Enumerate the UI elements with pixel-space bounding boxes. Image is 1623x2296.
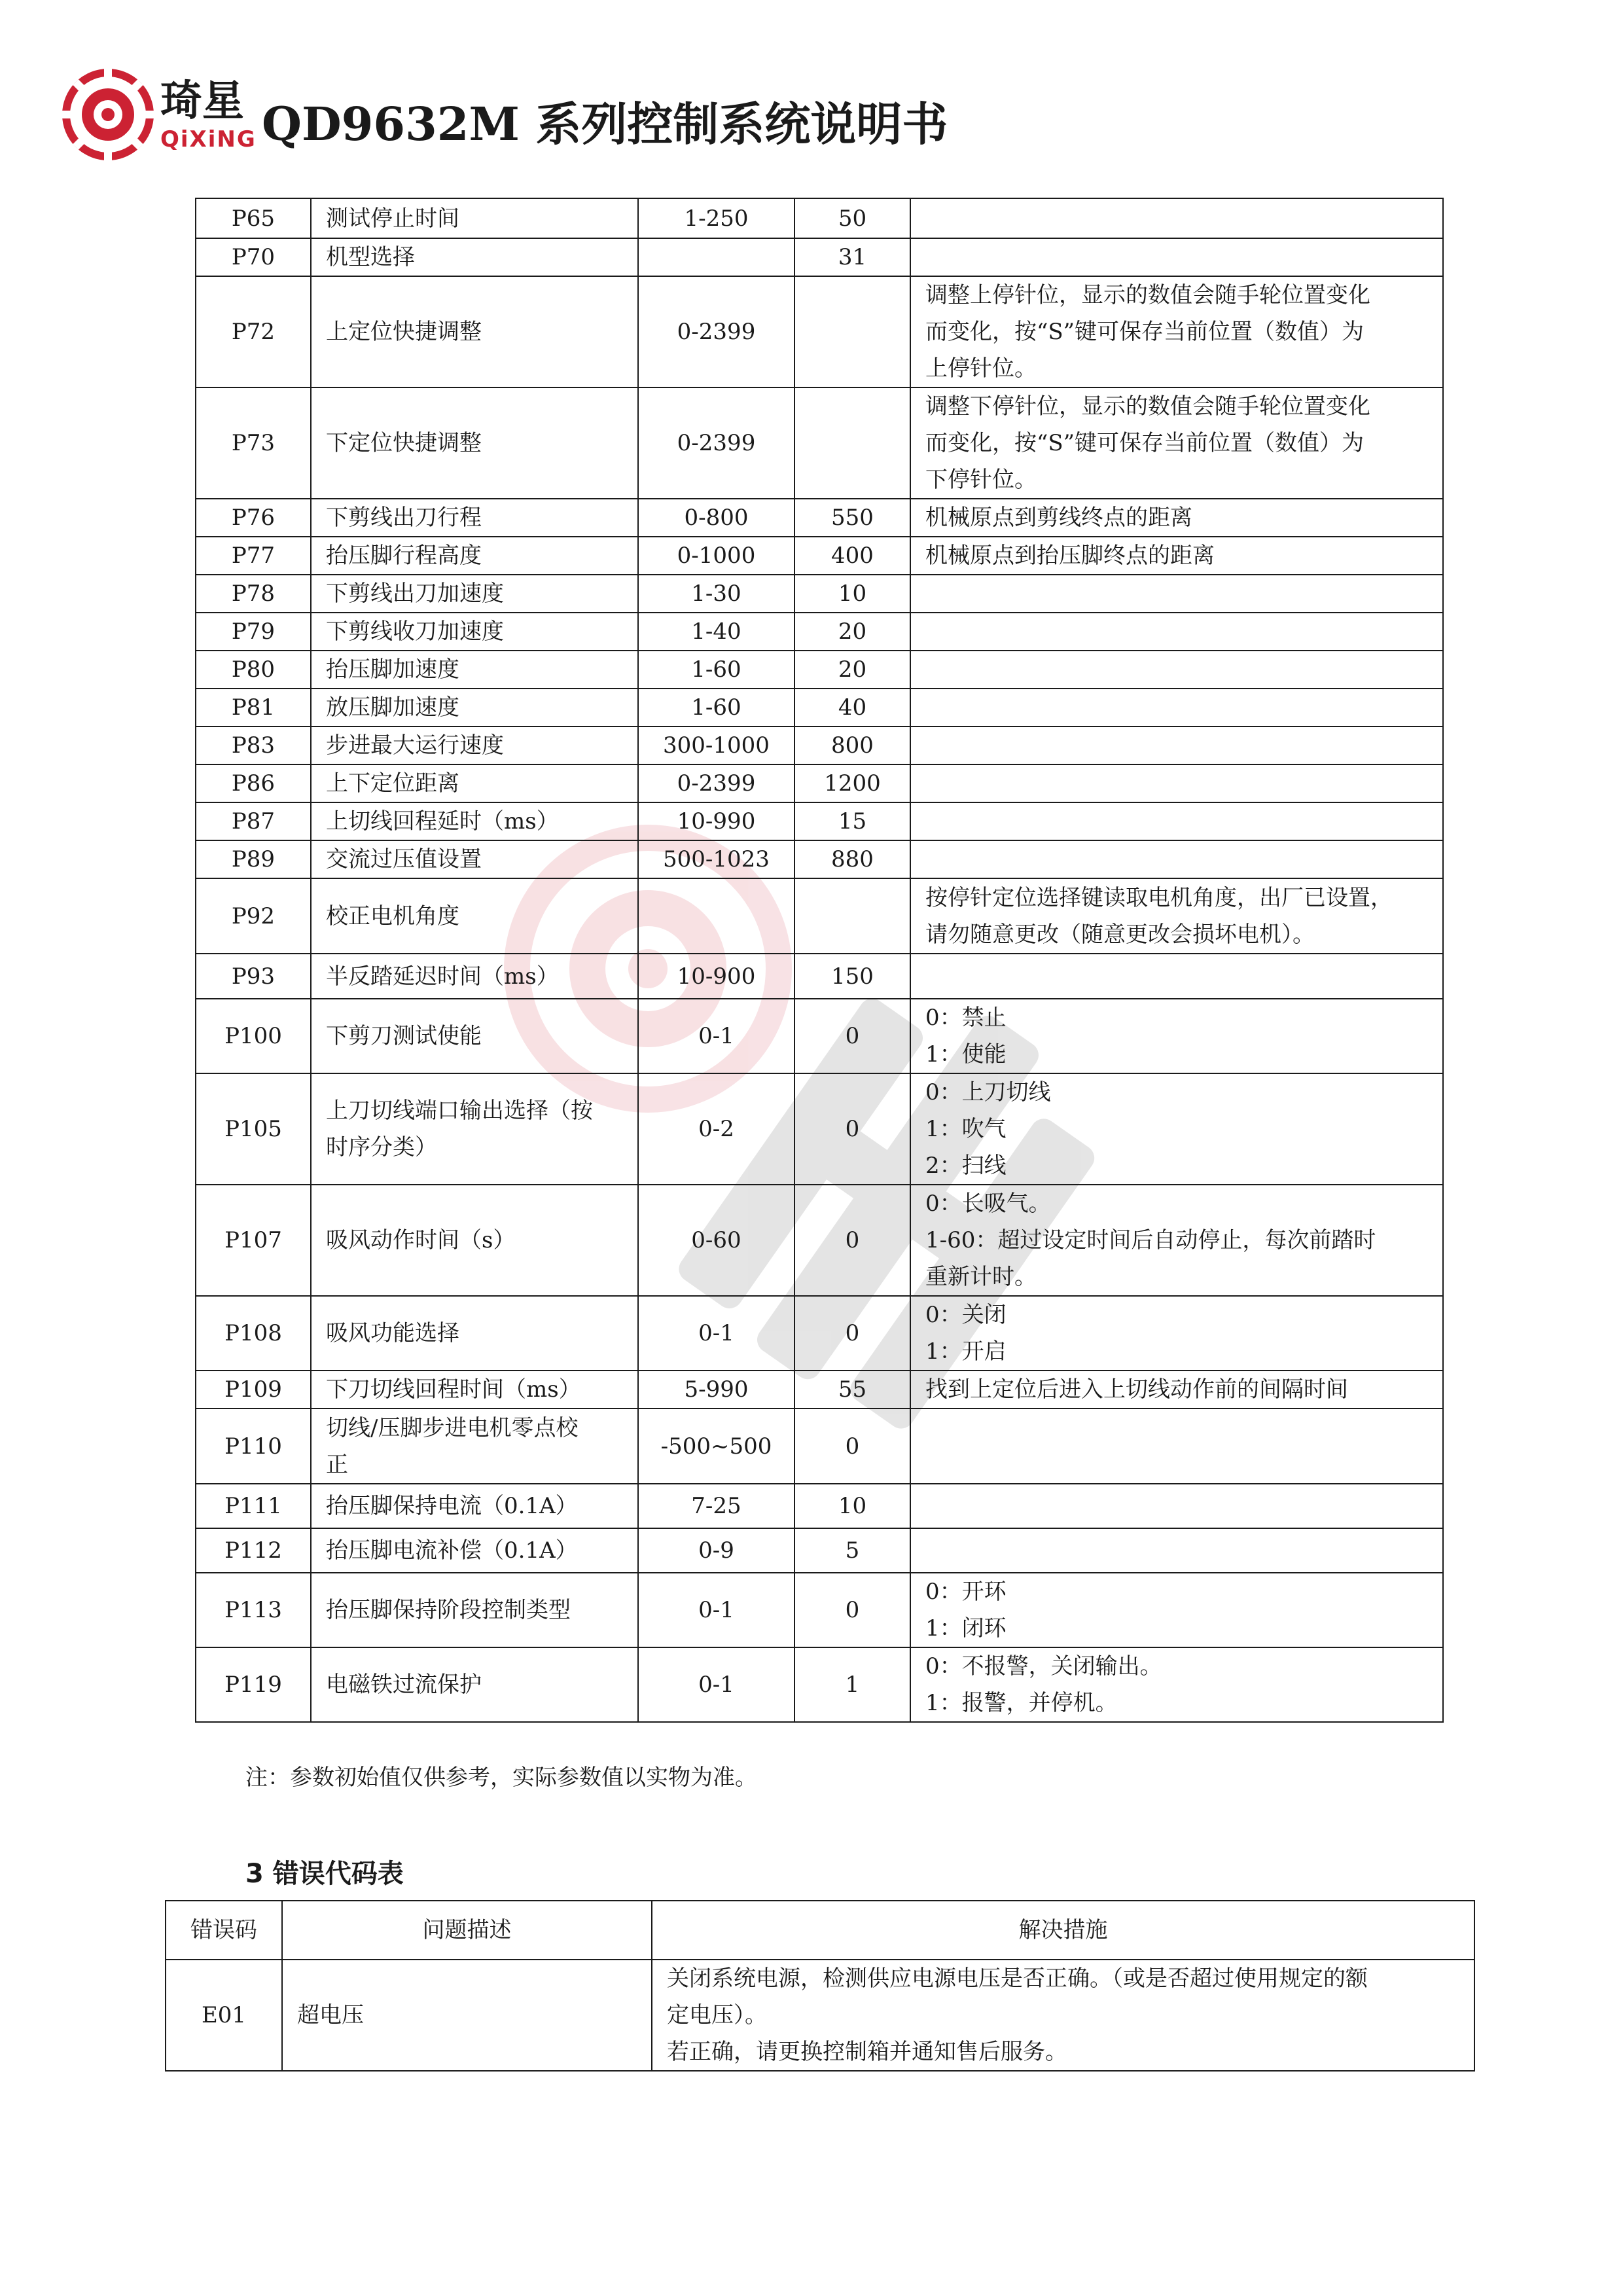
- param-default: 550: [794, 499, 910, 537]
- param-code: P107: [196, 1185, 311, 1296]
- page-header: [62, 65, 948, 164]
- param-range: 0-1: [638, 1647, 794, 1722]
- error-solution-line: 定电压）。: [667, 2002, 767, 2028]
- param-row: [196, 726, 1443, 764]
- param-name: [311, 954, 638, 999]
- param-row: [196, 499, 1443, 537]
- param-name: [311, 651, 638, 689]
- param-name-line: 下剪线收刀加速度: [326, 619, 504, 645]
- param-range: 0-1: [638, 1296, 794, 1371]
- error-code-table: [165, 1900, 1475, 2072]
- param-name: [311, 999, 638, 1073]
- param-row: [196, 689, 1443, 726]
- param-description-line: 调整下停针位，显示的数值会随手轮位置变化: [925, 393, 1370, 420]
- param-name: [311, 1296, 638, 1371]
- param-code: P110: [196, 1408, 311, 1484]
- param-description-line: 调整上停针位，显示的数值会随手轮位置变化: [925, 282, 1370, 308]
- error-row: [166, 1960, 1474, 2071]
- param-name-line: 抬压脚保持阶段控制类型: [326, 1597, 571, 1623]
- param-description: [910, 276, 1443, 387]
- param-description-line: 0：关闭: [925, 1302, 1007, 1328]
- param-row: [196, 1528, 1443, 1573]
- param-description-line: 1：闭环: [925, 1615, 1007, 1641]
- param-name-line: 下剪线出刀行程: [326, 505, 482, 531]
- header-error-code: 错误码: [166, 1901, 282, 1960]
- brand-name-en: QiXiNG: [160, 126, 257, 152]
- param-name: [311, 1185, 638, 1296]
- param-name-line: 半反踏延迟时间（ms）: [326, 963, 559, 990]
- param-row: [196, 1073, 1443, 1185]
- param-description: [910, 689, 1443, 726]
- param-description: [910, 840, 1443, 878]
- param-row: [196, 954, 1443, 999]
- param-name-line: 吸风动作时间（s）: [326, 1227, 516, 1253]
- param-name: [311, 764, 638, 802]
- param-default: 55: [794, 1371, 910, 1408]
- param-description-line: 0：禁止: [925, 1005, 1007, 1031]
- param-default: 10: [794, 1484, 910, 1528]
- param-name-line: 下剪线出刀加速度: [326, 581, 504, 607]
- param-range: 0-2399: [638, 764, 794, 802]
- param-range: 300-1000: [638, 726, 794, 764]
- param-range: 0-2399: [638, 276, 794, 387]
- param-name-line: 抬压脚行程高度: [326, 543, 482, 569]
- error-table-body: [166, 1960, 1474, 2071]
- param-name-line: 校正电机角度: [326, 903, 459, 929]
- param-description: [910, 1073, 1443, 1185]
- param-name-line: 步进最大运行速度: [326, 732, 504, 759]
- param-name-line: 放压脚加速度: [326, 694, 459, 721]
- param-default: 0: [794, 1408, 910, 1484]
- param-description-line: 0：长吸气。: [925, 1191, 1051, 1217]
- param-code: P119: [196, 1647, 311, 1722]
- param-name: [311, 238, 638, 276]
- param-row: [196, 387, 1443, 499]
- param-description: [910, 198, 1443, 238]
- param-description: [910, 954, 1443, 999]
- document-title: QD9632M 系列控制系统说明书: [262, 96, 948, 151]
- param-row: [196, 999, 1443, 1073]
- param-description: [910, 1371, 1443, 1408]
- param-default: [794, 878, 910, 954]
- param-range: 10-990: [638, 802, 794, 840]
- param-range: 5-990: [638, 1371, 794, 1408]
- param-name: [311, 387, 638, 499]
- param-description: [910, 1484, 1443, 1528]
- section-heading: 3 错误代码表: [245, 1859, 404, 1889]
- param-row: [196, 802, 1443, 840]
- param-name-line: 切线/压脚步进电机零点校: [326, 1414, 579, 1441]
- param-description: [910, 999, 1443, 1073]
- param-default: 0: [794, 1573, 910, 1647]
- param-description: [910, 764, 1443, 802]
- param-name: [311, 537, 638, 575]
- param-description: [910, 387, 1443, 499]
- param-name-line: 下定位快捷调整: [326, 430, 482, 456]
- param-name-line: 测试停止时间: [326, 205, 459, 232]
- param-name: [311, 1647, 638, 1722]
- param-description: [910, 613, 1443, 651]
- param-row: [196, 1185, 1443, 1296]
- param-description: [910, 878, 1443, 954]
- param-name-line: 上刀切线端口输出选择（按: [326, 1098, 593, 1124]
- param-name-line: 机型选择: [326, 244, 415, 270]
- param-row: [196, 1647, 1443, 1722]
- param-default: 1200: [794, 764, 910, 802]
- param-name-line: 电磁铁过流保护: [326, 1672, 482, 1698]
- param-default: 0: [794, 1073, 910, 1185]
- param-name: [311, 1484, 638, 1528]
- param-name: [311, 726, 638, 764]
- param-code: P93: [196, 954, 311, 999]
- param-default: 50: [794, 198, 910, 238]
- param-default: 20: [794, 613, 910, 651]
- param-name: [311, 1073, 638, 1185]
- param-description-line: 而变化，按“S”键可保存当前位置（数值）为: [925, 319, 1364, 345]
- header-problem-description: 问题描述: [282, 1901, 652, 1960]
- param-code: P80: [196, 651, 311, 689]
- param-range: -500~500: [638, 1408, 794, 1484]
- param-description: [910, 802, 1443, 840]
- param-range: 0-1: [638, 999, 794, 1073]
- param-default: 10: [794, 575, 910, 613]
- param-row: [196, 878, 1443, 954]
- param-name-line: 吸风功能选择: [326, 1320, 459, 1346]
- error-table-header-row: [166, 1901, 1474, 1960]
- param-range: 0-1000: [638, 537, 794, 575]
- param-name-line: 抬压脚电流补偿（0.1A）: [326, 1537, 578, 1564]
- param-name-line: 上切线回程延时（ms）: [326, 808, 559, 834]
- param-code: P78: [196, 575, 311, 613]
- param-row: [196, 537, 1443, 575]
- param-description-line: 1：使能: [925, 1041, 1007, 1067]
- param-code: P87: [196, 802, 311, 840]
- param-code: P113: [196, 1573, 311, 1647]
- error-solution-line: 若正确，请更换控制箱并通知售后服务。: [667, 2039, 1067, 2065]
- param-description-line: 上停针位。: [925, 355, 1037, 382]
- param-range: [638, 238, 794, 276]
- param-description-line: 0：开环: [925, 1579, 1007, 1605]
- param-row: [196, 238, 1443, 276]
- param-range: 7-25: [638, 1484, 794, 1528]
- param-name: [311, 1371, 638, 1408]
- param-name-line: 抬压脚加速度: [326, 656, 459, 683]
- param-description: [910, 1296, 1443, 1371]
- param-code: P72: [196, 276, 311, 387]
- param-default: [794, 276, 910, 387]
- param-default: 0: [794, 1296, 910, 1371]
- param-description: [910, 575, 1443, 613]
- param-range: 1-30: [638, 575, 794, 613]
- param-range: 0-800: [638, 499, 794, 537]
- param-code: P76: [196, 499, 311, 537]
- brand-wordmark: [160, 77, 259, 152]
- param-row: [196, 651, 1443, 689]
- param-row: [196, 575, 1443, 613]
- param-row: [196, 613, 1443, 651]
- parameter-table: [195, 198, 1444, 1723]
- param-description: [910, 651, 1443, 689]
- param-code: P111: [196, 1484, 311, 1528]
- param-name-line: 交流过压值设置: [326, 846, 482, 872]
- error-description: 超电压: [282, 1960, 652, 2071]
- param-range: 0-9: [638, 1528, 794, 1573]
- error-code: E01: [166, 1960, 282, 2071]
- param-default: 800: [794, 726, 910, 764]
- param-description: [910, 726, 1443, 764]
- param-description-line: 请勿随意更改（随意更改会损坏电机）。: [925, 921, 1315, 948]
- param-description: [910, 1573, 1443, 1647]
- param-code: P83: [196, 726, 311, 764]
- param-description: [910, 537, 1443, 575]
- error-solution: [652, 1960, 1474, 2071]
- param-row: [196, 276, 1443, 387]
- param-code: P100: [196, 999, 311, 1073]
- table-note: 注：参数初始值仅供参考，实际参数值以实物为准。: [245, 1765, 757, 1791]
- param-range: 1-40: [638, 613, 794, 651]
- param-default: 31: [794, 238, 910, 276]
- param-default: 1: [794, 1647, 910, 1722]
- param-name-line: 时序分类）: [326, 1134, 437, 1160]
- param-code: P112: [196, 1528, 311, 1573]
- param-description-line: 机械原点到抬压脚终点的距离: [925, 543, 1215, 569]
- param-code: P105: [196, 1073, 311, 1185]
- param-default: 5: [794, 1528, 910, 1573]
- param-code: P81: [196, 689, 311, 726]
- param-code: P79: [196, 613, 311, 651]
- param-default: 150: [794, 954, 910, 999]
- param-name: [311, 613, 638, 651]
- param-default: 40: [794, 689, 910, 726]
- param-row: [196, 1573, 1443, 1647]
- param-name-line: 正: [326, 1451, 348, 1478]
- param-code: P108: [196, 1296, 311, 1371]
- param-description-line: 1：报警，并停机。: [925, 1690, 1118, 1716]
- param-description-line: 0：不报警，关闭输出。: [925, 1653, 1162, 1679]
- param-code: P86: [196, 764, 311, 802]
- param-name: [311, 1408, 638, 1484]
- param-description: [910, 1185, 1443, 1296]
- param-description: [910, 1647, 1443, 1722]
- param-description-line: 下停针位。: [925, 467, 1037, 493]
- param-description-line: 1：吹气: [925, 1116, 1007, 1142]
- parameter-table-body: [196, 198, 1443, 1722]
- param-range: 0-1: [638, 1573, 794, 1647]
- param-range: 1-60: [638, 689, 794, 726]
- param-default: 0: [794, 1185, 910, 1296]
- param-name: [311, 499, 638, 537]
- param-code: P70: [196, 238, 311, 276]
- param-default: 400: [794, 537, 910, 575]
- param-description-line: 1-60：超过设定时间后自动停止，每次前踏时: [925, 1227, 1376, 1253]
- param-range: 0-2: [638, 1073, 794, 1185]
- param-row: [196, 1408, 1443, 1484]
- param-code: P73: [196, 387, 311, 499]
- param-description-line: 而变化，按“S”键可保存当前位置（数值）为: [925, 430, 1364, 456]
- param-name-line: 下剪刀测试使能: [326, 1023, 482, 1049]
- param-name-line: 抬压脚保持电流（0.1A）: [326, 1493, 578, 1519]
- param-default: 0: [794, 999, 910, 1073]
- param-row: [196, 840, 1443, 878]
- param-row: [196, 1296, 1443, 1371]
- param-row: [196, 198, 1443, 238]
- param-code: P109: [196, 1371, 311, 1408]
- param-range: 0-2399: [638, 387, 794, 499]
- param-code: P92: [196, 878, 311, 954]
- param-row: [196, 1371, 1443, 1408]
- param-name: [311, 878, 638, 954]
- param-default: 880: [794, 840, 910, 878]
- param-description-line: 0：上刀切线: [925, 1079, 1051, 1105]
- param-description: [910, 499, 1443, 537]
- param-description: [910, 238, 1443, 276]
- param-range: 10-900: [638, 954, 794, 999]
- header-solution: 解决措施: [652, 1901, 1474, 1960]
- param-name: [311, 840, 638, 878]
- param-range: [638, 878, 794, 954]
- param-description-line: 1：开启: [925, 1338, 1007, 1365]
- param-name: [311, 198, 638, 238]
- param-name-line: 上下定位距离: [326, 770, 459, 797]
- param-name-line: 上定位快捷调整: [326, 319, 482, 345]
- param-description-line: 2：扫线: [925, 1153, 1007, 1179]
- param-code: P77: [196, 537, 311, 575]
- param-description-line: 机械原点到剪线终点的距离: [925, 505, 1192, 531]
- param-name: [311, 1573, 638, 1647]
- param-description-line: 按停针定位选择键读取电机角度，出厂已设置，: [925, 884, 1393, 911]
- param-name: [311, 802, 638, 840]
- param-code: P89: [196, 840, 311, 878]
- param-name-line: 下刀切线回程时间（ms）: [326, 1376, 581, 1403]
- param-name: [311, 1528, 638, 1573]
- param-description-line: 重新计时。: [925, 1264, 1037, 1290]
- param-name: [311, 575, 638, 613]
- param-range: 500-1023: [638, 840, 794, 878]
- param-name: [311, 276, 638, 387]
- param-row: [196, 1484, 1443, 1528]
- qixing-logo-icon: [62, 69, 154, 160]
- param-name: [311, 689, 638, 726]
- param-row: [196, 764, 1443, 802]
- error-solution-line: 关闭系统电源，检测供应电源电压是否正确。（或是否超过使用规定的额: [667, 1965, 1368, 1992]
- param-default: 15: [794, 802, 910, 840]
- param-range: 1-250: [638, 198, 794, 238]
- param-default: 20: [794, 651, 910, 689]
- param-range: 1-60: [638, 651, 794, 689]
- param-description: [910, 1528, 1443, 1573]
- brand-name-cn: 琦星: [160, 77, 244, 126]
- param-default: [794, 387, 910, 499]
- param-description: [910, 1408, 1443, 1484]
- param-description-line: 找到上定位后进入上切线动作前的间隔时间: [925, 1376, 1348, 1403]
- param-code: P65: [196, 198, 311, 238]
- param-range: 0-60: [638, 1185, 794, 1296]
